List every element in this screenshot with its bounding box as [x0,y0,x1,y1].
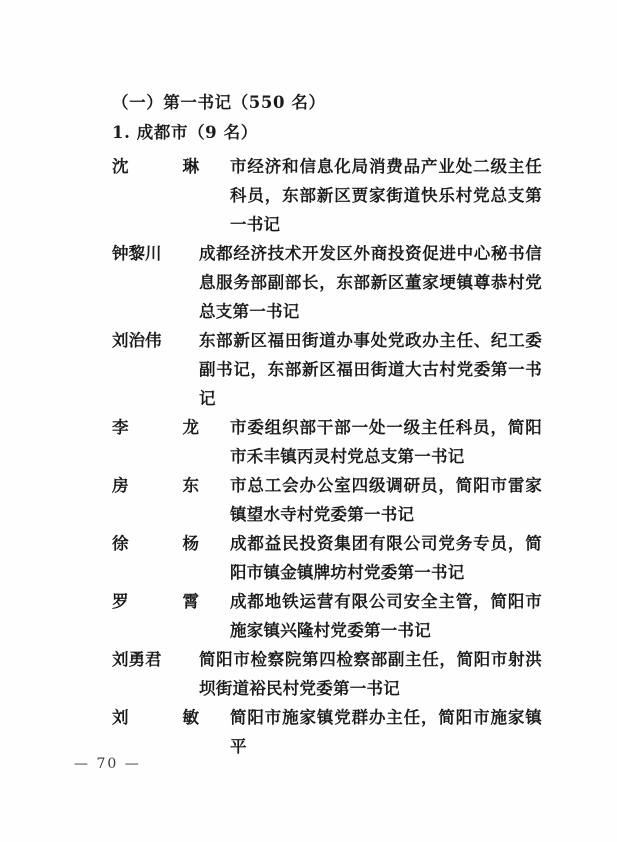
list-item [112,587,542,645]
entry-description: 简阳市检察院第四检察部副主任，简阳市射洪坝街道裕民村党委第一书记 [199,650,542,698]
entry-description: 成都地铁运营有限公司安全主管，简阳市施家镇兴隆村党委第一书记 [230,592,542,640]
entry-name: 徐杨 [112,534,199,553]
entry-name: 罗霄 [112,592,199,611]
entry-description: 市经济和信息化局消费品产业处二级主任科员，东部新区贾家街道快乐村党总支第一书记 [230,157,542,234]
section-heading: （一）第一书记（550 名） [112,93,326,112]
entry-name: 刘治伟 [112,331,162,350]
page-number-footer: — 70 — [74,756,141,772]
list-item [112,529,542,587]
entry-name: 房东 [112,476,199,495]
entry-description: 成都益民投资集团有限公司党务专员，简阳市镇金镇牌坊村党委第一书记 [230,534,542,582]
list-item [112,239,542,326]
entry-description: 东部新区福田街道办事处党政办主任、纪工委副书记，东部新区福田街道大古村党委第一书记 [199,331,542,408]
document-content [112,88,542,761]
list-item [112,471,542,529]
entry-name: 李龙 [112,418,199,437]
list-item [112,645,542,703]
list-item [112,326,542,413]
entry-description: 成都经济技术开发区外商投资促进中心秘书信息服务部副部长，东部新区董家埂镇尊恭村党总支第一书记 [199,244,542,321]
entry-name: 钟黎川 [112,244,162,263]
entry-name: 沈琳 [112,157,199,176]
subsection-heading: 1. 成都市（9 名） [112,123,258,142]
list-item [112,703,542,761]
list-item [112,413,542,471]
entry-description: 简阳市施家镇党群办主任，简阳市施家镇平 [230,708,542,756]
entry-name: 刘勇君 [112,650,162,669]
entry-name: 刘敏 [112,708,199,727]
entry-description: 市总工会办公室四级调研员，简阳市雷家镇望水寺村党委第一书记 [230,476,542,524]
entry-description: 市委组织部干部一处一级主任科员，简阳市禾丰镇丙灵村党总支第一书记 [230,418,542,466]
list-item [112,152,542,239]
